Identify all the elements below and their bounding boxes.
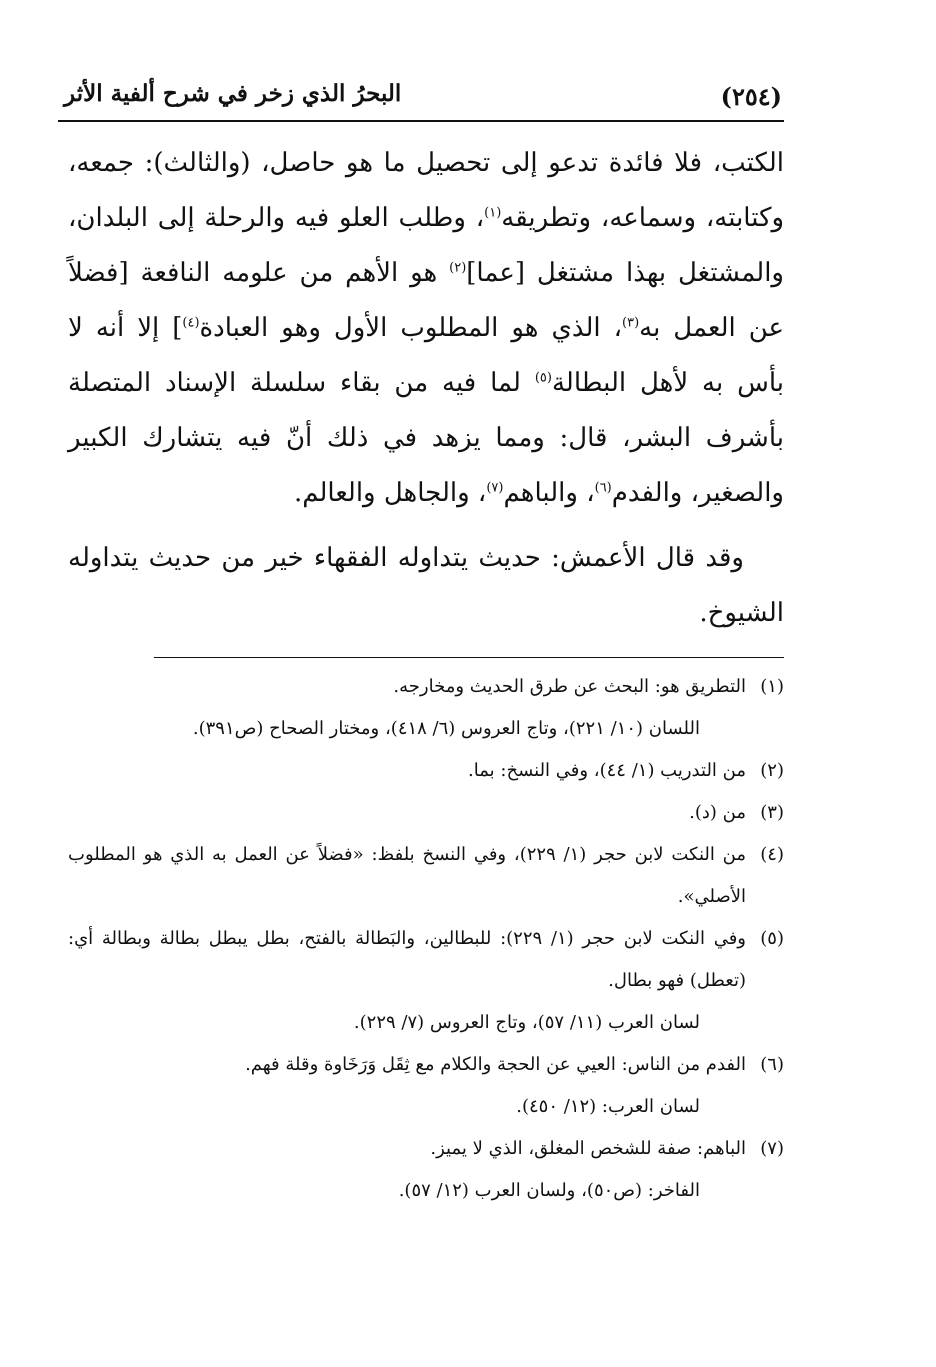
footnote-ref-2: (٢) (449, 260, 467, 276)
footnote-text: من التدريب (١/ ٤٤)، وفي النسخ: بما. (468, 760, 746, 781)
footnote-mark: (٦) (760, 1054, 784, 1075)
footnote-separator (154, 657, 784, 658)
footnote-ref-6: (٦) (594, 480, 612, 496)
footnote-mark: (٤) (760, 844, 784, 865)
footnote-1 (68, 666, 784, 750)
text-run: ] إلا أنه لا بأس به لأهل البطالة (68, 313, 784, 398)
text-run: ، والجاهل والعالم. (293, 478, 487, 508)
footnote-source: الفاخر: (ص٥٠)، ولسان العرب (١٢/ ٥٧). (398, 1180, 700, 1201)
page-number: (٢٥٤) (720, 82, 782, 111)
text-run: هو الأهم من علومه النافعة [فضلاً عن العمل به (68, 258, 785, 343)
footnote-text: من النكت لابن حجر (١/ ٢٢٩)، وفي النسخ بلفظ: «فضلاً عن العمل به الذي هو المطلوب الأصلي». (68, 844, 746, 907)
footnote-text: وفي النكت لابن حجر (١/ ٢٢٩): للبطالين، والبَطالة بالفتح، بطل يبطل بطالة وبطالة أي: (تعطل) فهو بطال. (68, 928, 746, 991)
text-run: ، الذي هو المطلوب الأول وهو العبادة (199, 313, 622, 343)
footnote-ref-7: (٧) (486, 480, 504, 496)
footnote-mark: (٧) (760, 1138, 784, 1159)
footnote-source: اللسان (١٠/ ٢٢١)، وتاج العروس (٦/ ٤١٨)، ومختار الصحاح (ص٣٩١). (192, 718, 700, 739)
footnote-7 (68, 1128, 784, 1212)
footnote-4 (68, 834, 784, 918)
page-header (58, 76, 784, 120)
header-rule (58, 120, 784, 122)
paragraph-2: وقد قال الأعمش: حديث يتداوله الفقهاء خير من حديث يتداوله الشيوخ. (68, 543, 784, 628)
text-run: ، والباهم (503, 478, 595, 508)
footnote-5 (68, 918, 784, 1044)
footnote-3 (68, 792, 784, 834)
footnote-source: لسان العرب: (١٢/ ٤٥٠). (516, 1096, 700, 1117)
text-run: ، وطلب العلو فيه والرحلة إلى البلدان، والمشتغل بهذا مشتغل [عما] (68, 203, 784, 288)
text-run: الكتب، فلا فائدة تدعو إلى تحصيل ما هو حاصل، (والثالث): جمعه، وكتابته، وسماعه، وتطريقه (68, 148, 785, 233)
footnote-ref-1: (١) (484, 205, 502, 221)
footnote-text: الفدم من الناس: العيي عن الحجة والكلام مع ثِقَل وَرَخَاوة وقلة فهم. (245, 1054, 746, 1075)
footnote-mark: (٥) (760, 928, 784, 949)
footnote-source: لسان العرب (١١/ ٥٧)، وتاج العروس (٧/ ٢٢٩). (353, 1012, 700, 1033)
footnote-text: من (د). (689, 802, 746, 823)
footnote-mark: (١) (760, 676, 784, 697)
footnote-2 (68, 750, 784, 792)
footnotes (68, 666, 784, 1212)
footnote-mark: (٣) (760, 802, 784, 823)
paragraph-1 (68, 136, 784, 521)
footnote-ref-3: (٣) (622, 315, 640, 331)
footnote-mark: (٢) (760, 760, 784, 781)
main-text (68, 136, 784, 641)
footnote-ref-5: (٥) (534, 370, 552, 386)
running-title: البحرُ الذي زخر في شرح ألفية الأثر (64, 80, 402, 107)
footnote-6 (68, 1044, 784, 1128)
text-run: لما فيه من بقاء سلسلة الإسناد المتصلة بأشرف البشر، قال: ومما يزهد في ذلك أنّ فيه يتشارك الكبير والصغير، والفدم (68, 368, 784, 508)
footnote-ref-4: (٤) (182, 315, 200, 331)
footnote-text: الباهم: صفة للشخص المغلق، الذي لا يميز. (430, 1138, 746, 1159)
footnote-text: التطريق هو: البحث عن طرق الحديث ومخارجه. (393, 676, 746, 697)
